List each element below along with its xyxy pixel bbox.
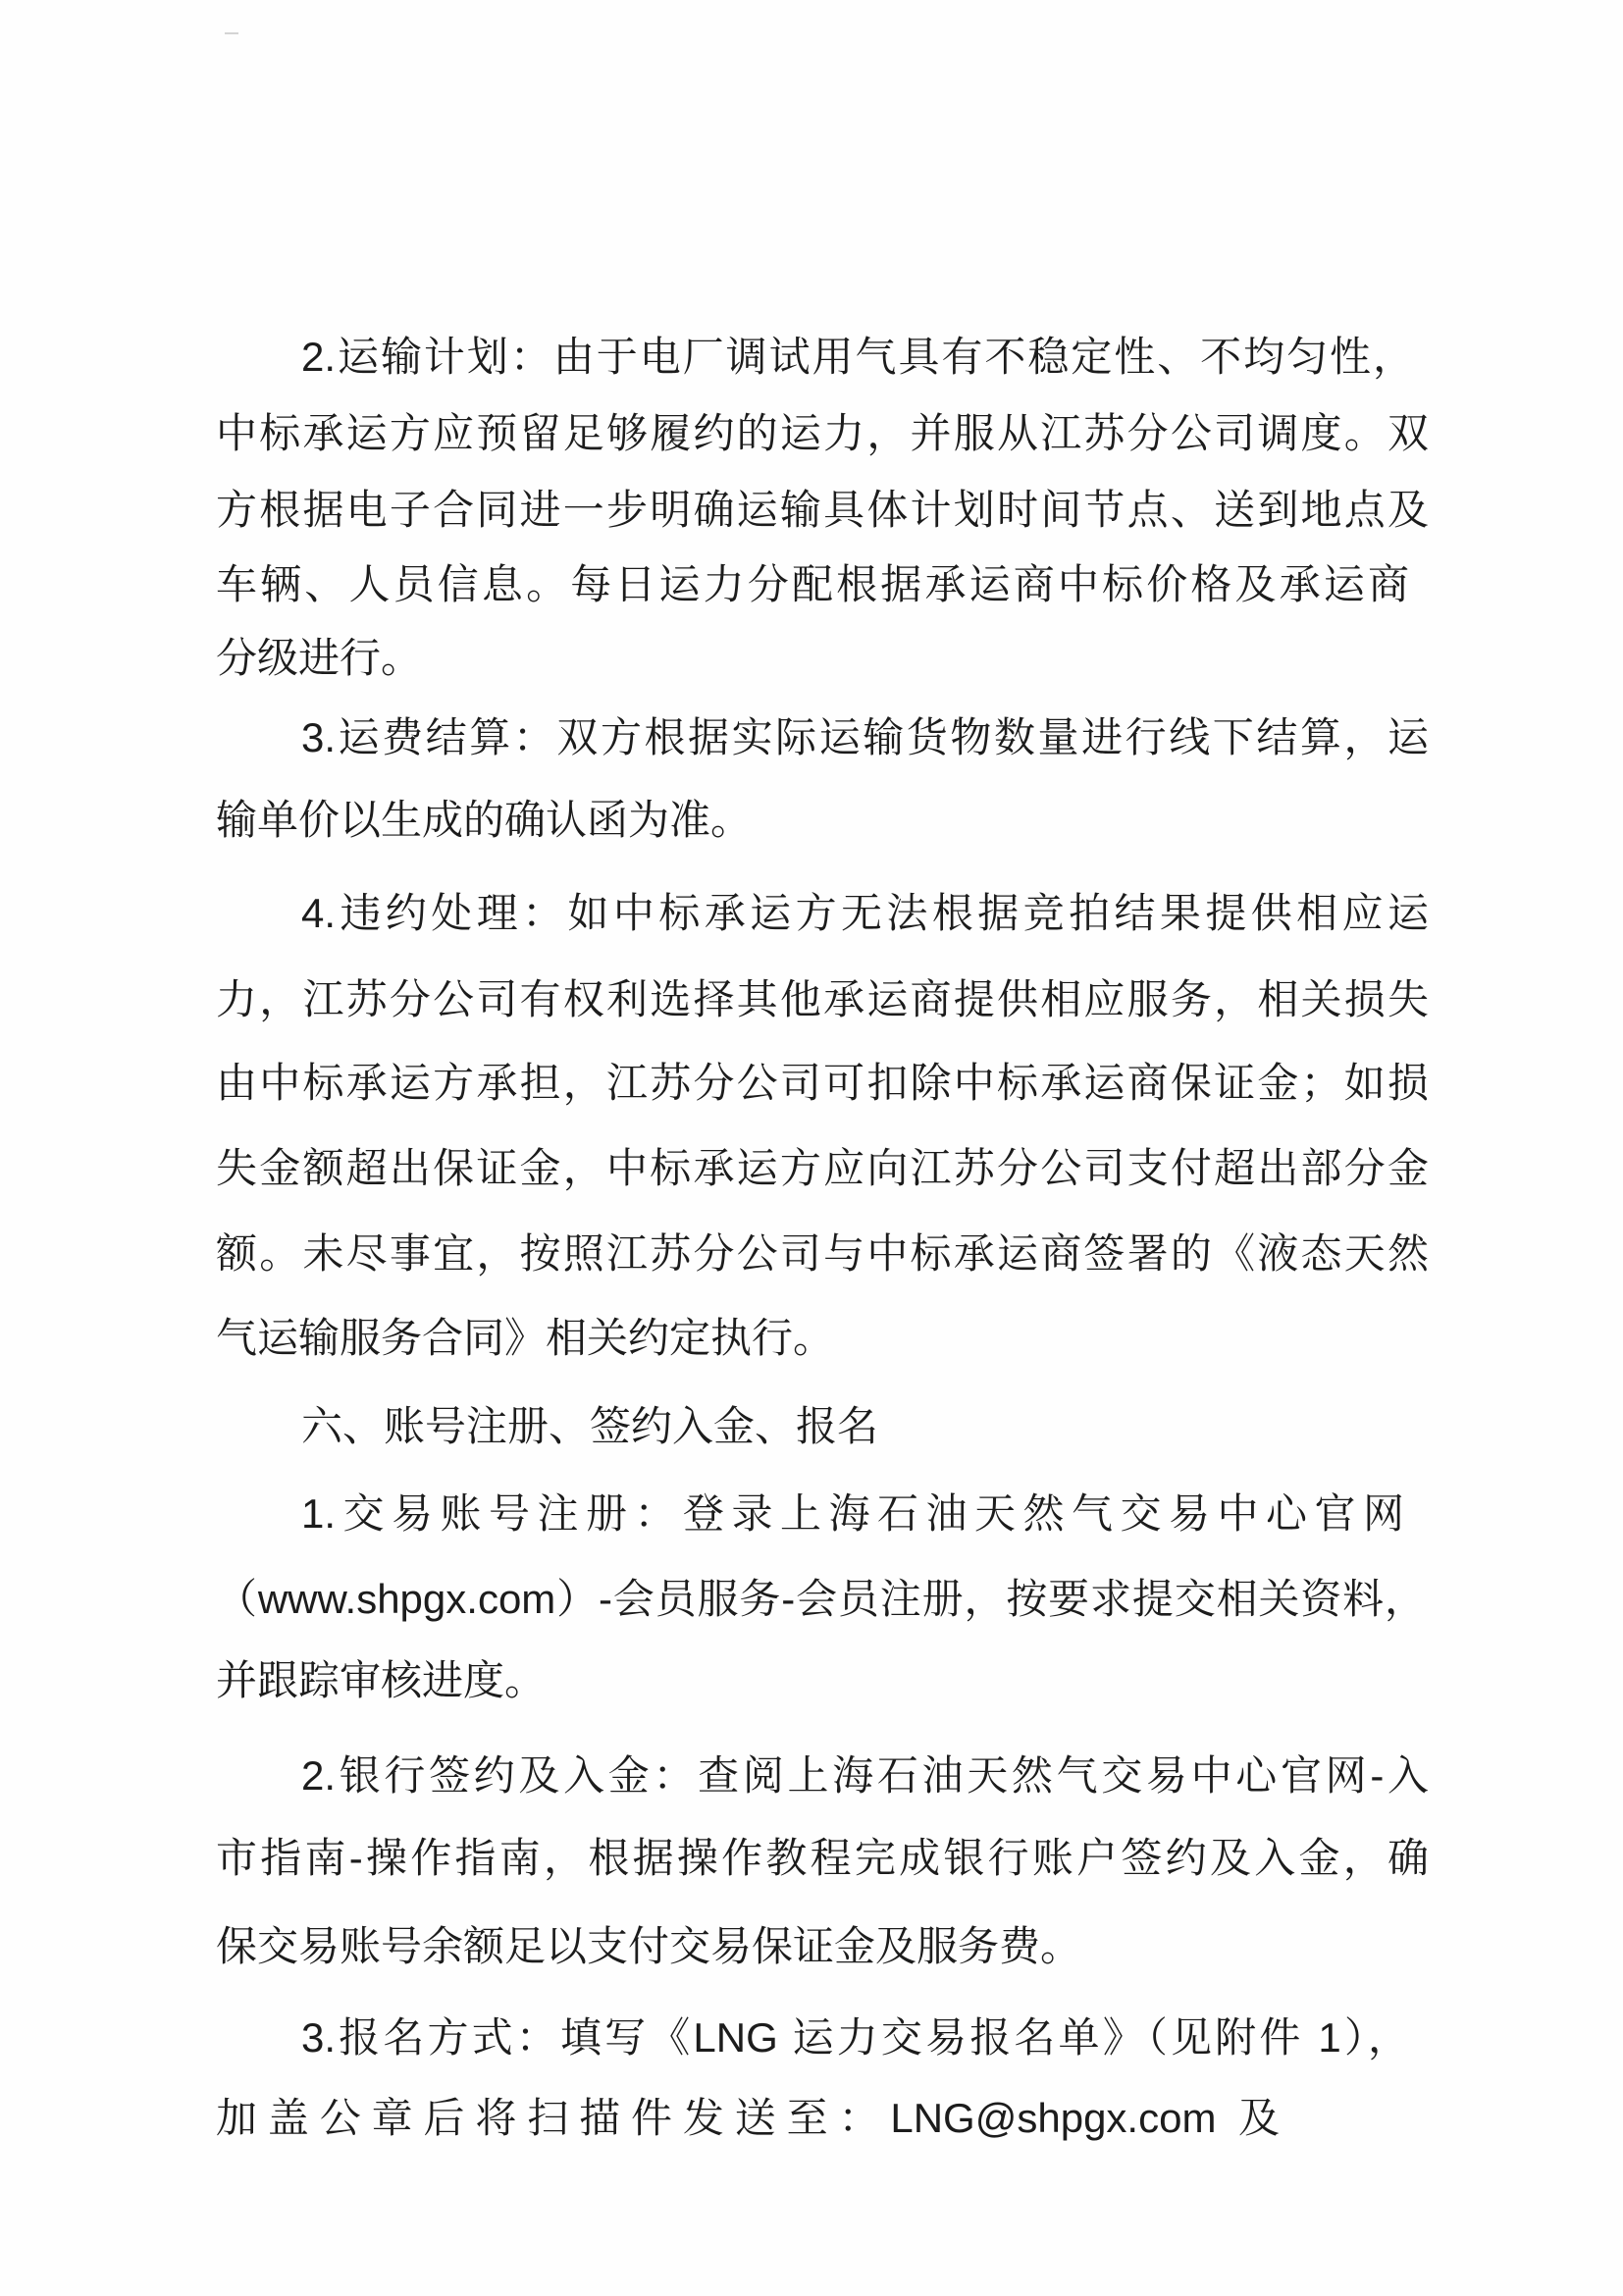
paragraph-line: （www.shpgx.com）-会员服务-会员注册，按要求提交相关资料，	[216, 1576, 1426, 1622]
paragraph-line: 3.运费结算：双方根据实际运输货物数量进行线下结算，运	[301, 714, 1429, 760]
paragraph-line: 由中标承运方承担，江苏分公司可扣除中标承运商保证金；如损	[216, 1060, 1429, 1106]
paragraph-line: 2.银行签约及入金：查阅上海石油天然气交易中心官网-入	[301, 1752, 1429, 1799]
section-heading: 六、账号注册、签约入金、报名	[301, 1403, 879, 1449]
paragraph-line: 保交易账号余额足以支付交易保证金及服务费。	[216, 1923, 1082, 1969]
paragraph-line: 失金额超出保证金，中标承运方应向江苏分公司支付超出部分金	[216, 1145, 1429, 1191]
paragraph-line: 4.违约处理：如中标承运方无法根据竞拍结果提供相应运	[301, 890, 1429, 936]
scan-speck	[225, 32, 238, 34]
paragraph-line: 力，江苏分公司有权利选择其他承运商提供相应服务，相关损失	[216, 976, 1429, 1022]
paragraph-line: 输单价以生成的确认函为准。	[216, 797, 753, 843]
paragraph-line: 加盖公章后将扫描件发送至：LNG@shpgx.com 及	[216, 2095, 1280, 2141]
paragraph-line: 气运输服务合同》相关约定执行。	[216, 1315, 835, 1361]
paragraph-line: 1.交易账号注册：登录上海石油天然气交易中心官网	[301, 1490, 1404, 1537]
paragraph-line: 市指南-操作指南，根据操作教程完成银行账户签约及入金，确	[216, 1835, 1429, 1881]
paragraph-line: 车辆、人员信息。每日运力分配根据承运商中标价格及承运商	[216, 561, 1409, 607]
paragraph-line: 并跟踪审核进度。	[216, 1657, 547, 1703]
paragraph-line: 额。未尽事宜，按照江苏分公司与中标承运商签署的《液态天然	[216, 1230, 1429, 1277]
paragraph-line: 方根据电子合同进一步明确运输具体计划时间节点、送到地点及	[216, 487, 1429, 533]
paragraph-line: 2.运输计划：由于电厂调试用气具有不稳定性、不均匀性，	[301, 334, 1414, 380]
paragraph-line: 3.报名方式：填写《LNG 运力交易报名单》（见附件 1），	[301, 2014, 1409, 2061]
paragraph-line: 分级进行。	[216, 635, 423, 681]
paragraph-line: 中标承运方应预留足够履约的运力，并服从江苏分公司调度。双	[216, 410, 1429, 456]
